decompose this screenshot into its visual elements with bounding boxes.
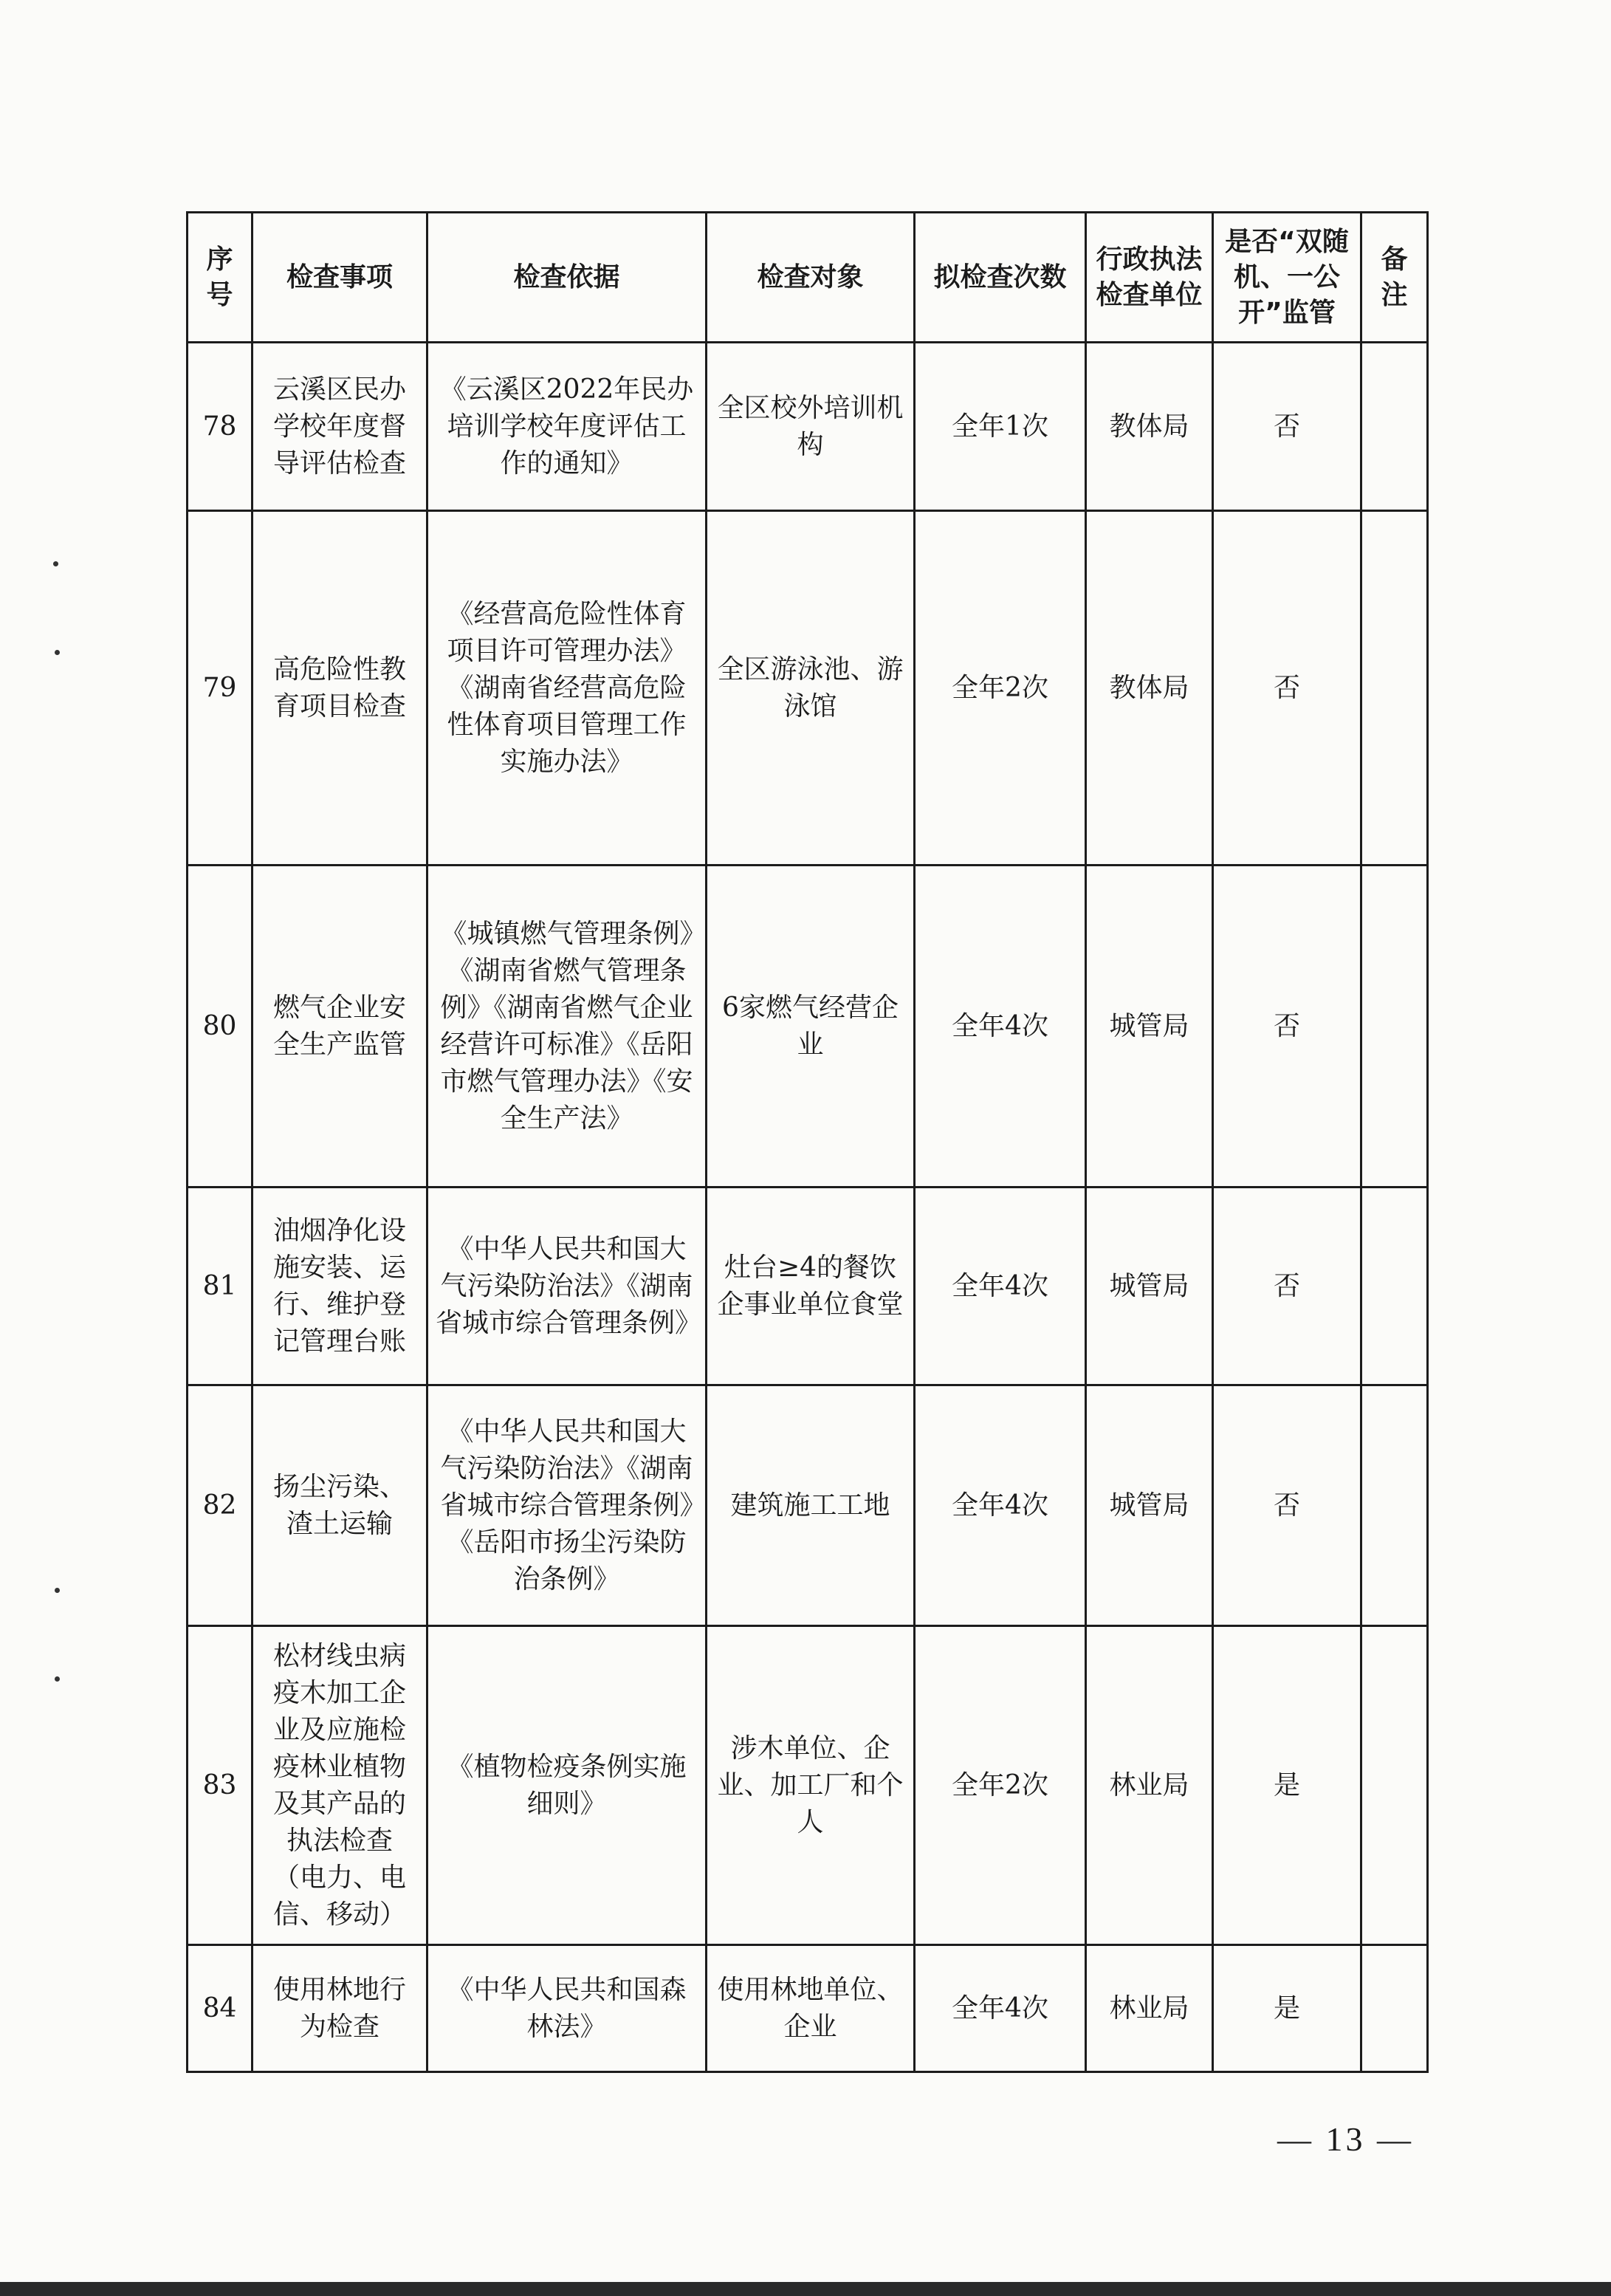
scan-speck [55,650,60,655]
inspection-table [186,211,1429,2073]
cell-item: 燃气企业安全生产监管 [253,866,427,1188]
cell-times: 全年4次 [915,1385,1086,1626]
cell-target: 建筑施工工地 [707,1385,915,1626]
cell-basis: 《中华人民共和国大气污染防治法》《湖南省城市综合管理条例》 [427,1188,707,1385]
cell-remark [1361,511,1428,866]
header-basis: 检查依据 [427,213,707,343]
cell-remark [1361,343,1428,511]
cell-item: 使用林地行为检查 [253,1945,427,2072]
cell-unit: 林业局 [1086,1945,1213,2072]
table-row [188,1945,1428,2072]
cell-basis: 《云溪区2022年民办培训学校年度评估工作的通知》 [427,343,707,511]
scan-speck [55,1588,60,1593]
cell-seq: 83 [188,1626,253,1945]
table-row [188,1626,1428,1945]
cell-times: 全年4次 [915,1188,1086,1385]
table-row [188,511,1428,866]
table-row [188,1385,1428,1626]
cell-remark [1361,1626,1428,1945]
cell-item: 高危险性教育项目检查 [253,511,427,866]
cell-basis: 《植物检疫条例实施细则》 [427,1626,707,1945]
cell-times: 全年1次 [915,343,1086,511]
cell-seq: 81 [188,1188,253,1385]
cell-item: 云溪区民办学校年度督导评估检查 [253,343,427,511]
cell-basis: 《城镇燃气管理条例》《湖南省燃气管理条例》《湖南省燃气企业经营许可标准》《岳阳市燃气管理办法》《安全生产法》 [427,866,707,1188]
table-row [188,343,1428,511]
cell-random: 否 [1213,866,1361,1188]
cell-item: 油烟净化设施安装、运行、维护登记管理台账 [253,1188,427,1385]
cell-basis: 《经营高危险性体育项目许可管理办法》《湖南省经营高危险性体育项目管理工作实施办法》 [427,511,707,866]
cell-remark [1361,1385,1428,1626]
cell-unit: 教体局 [1086,343,1213,511]
cell-times: 全年4次 [915,1945,1086,2072]
page-number: — 13 — [1277,2120,1414,2158]
cell-basis: 《中华人民共和国大气污染防治法》《湖南省城市综合管理条例》《岳阳市扬尘污染防治条例》 [427,1385,707,1626]
cell-times: 全年2次 [915,511,1086,866]
cell-target: 全区校外培训机构 [707,343,915,511]
header-row [188,213,1428,343]
cell-unit: 教体局 [1086,511,1213,866]
cell-unit: 城管局 [1086,1188,1213,1385]
header-unit: 行政执法检查单位 [1086,213,1213,343]
cell-unit: 林业局 [1086,1626,1213,1945]
cell-random: 否 [1213,1385,1361,1626]
header-random: 是否“双随机、一公开”监管 [1213,213,1361,343]
cell-item: 松材线虫病疫木加工企业及应施检疫林业植物及其产品的执法检查（电力、电信、移动） [253,1626,427,1945]
cell-seq: 80 [188,866,253,1188]
scan-speck [55,1676,60,1682]
scan-speck [53,561,58,566]
cell-random: 是 [1213,1945,1361,2072]
cell-random: 否 [1213,511,1361,866]
cell-basis: 《中华人民共和国森林法》 [427,1945,707,2072]
cell-seq: 78 [188,343,253,511]
cell-target: 灶台≥4的餐饮企事业单位食堂 [707,1188,915,1385]
header-times: 拟检查次数 [915,213,1086,343]
cell-random: 否 [1213,1188,1361,1385]
cell-target: 使用林地单位、企业 [707,1945,915,2072]
cell-remark [1361,866,1428,1188]
cell-target: 全区游泳池、游泳馆 [707,511,915,866]
cell-seq: 82 [188,1385,253,1626]
cell-times: 全年4次 [915,866,1086,1188]
scan-edge [0,2282,1611,2296]
table-row [188,866,1428,1188]
cell-target: 涉木单位、企业、加工厂和个人 [707,1626,915,1945]
header-target: 检查对象 [707,213,915,343]
cell-seq: 79 [188,511,253,866]
cell-random: 否 [1213,343,1361,511]
cell-seq: 84 [188,1945,253,2072]
cell-unit: 城管局 [1086,866,1213,1188]
cell-times: 全年2次 [915,1626,1086,1945]
table-row [188,1188,1428,1385]
header-seq: 序号 [188,213,253,343]
cell-unit: 城管局 [1086,1385,1213,1626]
cell-target: 6家燃气经营企业 [707,866,915,1188]
cell-remark [1361,1945,1428,2072]
cell-item: 扬尘污染、渣土运输 [253,1385,427,1626]
header-remark: 备注 [1361,213,1428,343]
header-item: 检查事项 [253,213,427,343]
cell-random: 是 [1213,1626,1361,1945]
cell-remark [1361,1188,1428,1385]
